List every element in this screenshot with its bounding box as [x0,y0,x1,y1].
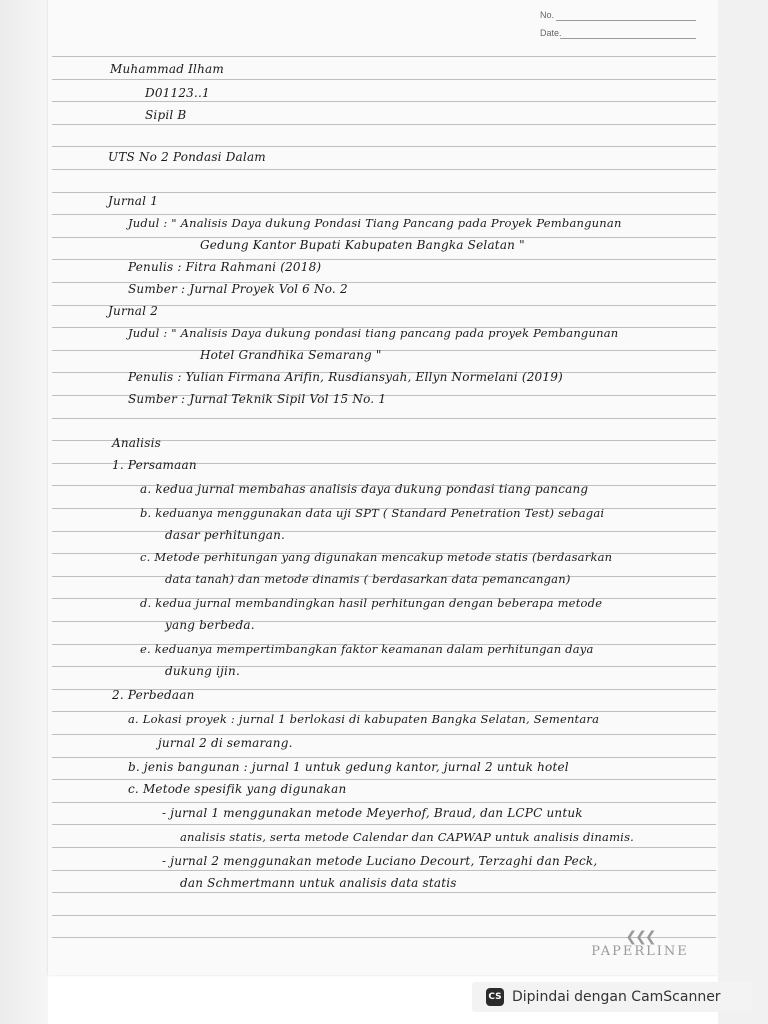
journal-1-title-cont: Gedung Kantor Bupati Kabupaten Bangka Selatan " [200,238,525,252]
difference-a: a. Lokasi proyek : jurnal 1 berlokasi di kabupaten Bangka Selatan, Sementara [128,712,600,726]
difference-b: b. jenis bangunan : jurnal 1 untuk gedung kantor, jurnal 2 untuk hotel [128,760,569,774]
journal-1-source: Sumber : Jurnal Proyek Vol 6 No. 2 [128,282,348,296]
page-edge [718,0,768,1024]
student-name: Muhammad Ilham [110,62,224,76]
difference-c-item-1-cont: analisis statis, serta metode Calendar dan CAPWAP untuk analisis dinamis. [180,830,635,844]
ruled-line [52,531,716,532]
journal-2-heading: Jurnal 2 [108,304,159,318]
ruled-line [52,146,716,147]
ruled-line [52,350,716,351]
ruled-line [52,124,716,125]
paperline-wordmark: PAPERLINE [591,944,689,959]
difference-c-item-2: - jurnal 2 menggunakan metode Luciano Decourt, Terzaghi dan Peck, [162,854,598,868]
similarity-b-cont: dasar perhitungan. [165,528,286,542]
ruled-line [52,621,716,622]
ruled-line [52,779,716,780]
journal-2-author: Penulis : Yulian Firmana Arifin, Rusdiansyah, Ellyn Normelani (2019) [128,370,563,384]
difference-a-cont: jurnal 2 di semarang. [158,736,293,750]
similarities-heading: 1. Persamaan [112,458,197,472]
paperline-logo [590,930,690,959]
camscanner-text: Dipindai dengan CamScanner [512,989,721,1005]
student-class: Sipil B [145,108,187,122]
ruled-line [52,101,716,102]
paperline-logo-icon: ❮❮❮ [625,929,655,945]
ruled-line [52,734,716,735]
similarity-d: d. kedua jurnal membandingkan hasil perhitungan dengan beberapa metode [140,596,603,610]
ruled-line [52,915,716,916]
ruled-line [52,169,716,170]
journal-2-title-cont: Hotel Grandhika Semarang " [200,348,382,362]
ruled-line [52,870,716,871]
ruled-line [52,847,716,848]
page-gutter [0,0,48,1024]
ruled-line [52,418,716,419]
ruled-line [52,192,716,193]
similarity-a: a. kedua jurnal membahas analisis daya dukung pondasi tiang pancang [140,482,589,496]
page-title: UTS No 2 Pondasi Dalam [108,150,266,164]
date-underline [560,38,696,39]
date-label: Date. [540,28,562,38]
ruled-line [52,802,716,803]
ruled-line [52,214,716,215]
differences-heading: 2. Perbedaan [112,688,195,702]
journal-1-author: Penulis : Fitra Rahmani (2018) [128,260,322,274]
ruled-line [52,666,716,667]
difference-c: c. Metode spesifik yang digunakan [128,782,347,796]
journal-1-title: Judul : " Analisis Daya dukung Pondasi Tiang Pancang pada Proyek Pembangunan [128,216,622,230]
ruled-line [52,56,716,57]
ruled-line [52,892,716,893]
journal-2-title: Judul : " Analisis Daya dukung pondasi tiang pancang pada proyek Pembangunan [128,326,619,340]
ruled-line [52,79,716,80]
camscanner-icon: CS [486,988,504,1006]
similarity-d-cont: yang berbeda. [165,618,255,632]
difference-c-item-2-cont: dan Schmertmann untuk analisis data statis [180,876,457,890]
no-underline [556,20,696,21]
camscanner-watermark [472,982,752,1012]
similarity-c: c. Metode perhitungan yang digunakan mencakup metode statis (berdasarkan [140,550,613,564]
difference-c-item-1: - jurnal 1 menggunakan metode Meyerhof, Braud, dan LCPC untuk [162,806,583,820]
no-label: No. [540,10,555,20]
journal-1-heading: Jurnal 1 [108,194,159,208]
ruled-line [52,757,716,758]
journal-2-source: Sumber : Jurnal Teknik Sipil Vol 15 No. 1 [128,392,387,406]
ruled-line [52,824,716,825]
student-id: D01123..1 [145,86,210,100]
similarity-e-cont: dukung ijin. [165,664,240,678]
similarity-b: b. keduanya menggunakan data uji SPT ( Standard Penetration Test) sebagai [140,506,605,520]
similarity-e: e. keduanya mempertimbangkan faktor keamanan dalam perhitungan daya [140,642,594,656]
similarity-c-cont: data tanah) dan metode dinamis ( berdasarkan data pemancangan) [165,572,571,586]
analysis-heading: Analisis [112,436,161,450]
